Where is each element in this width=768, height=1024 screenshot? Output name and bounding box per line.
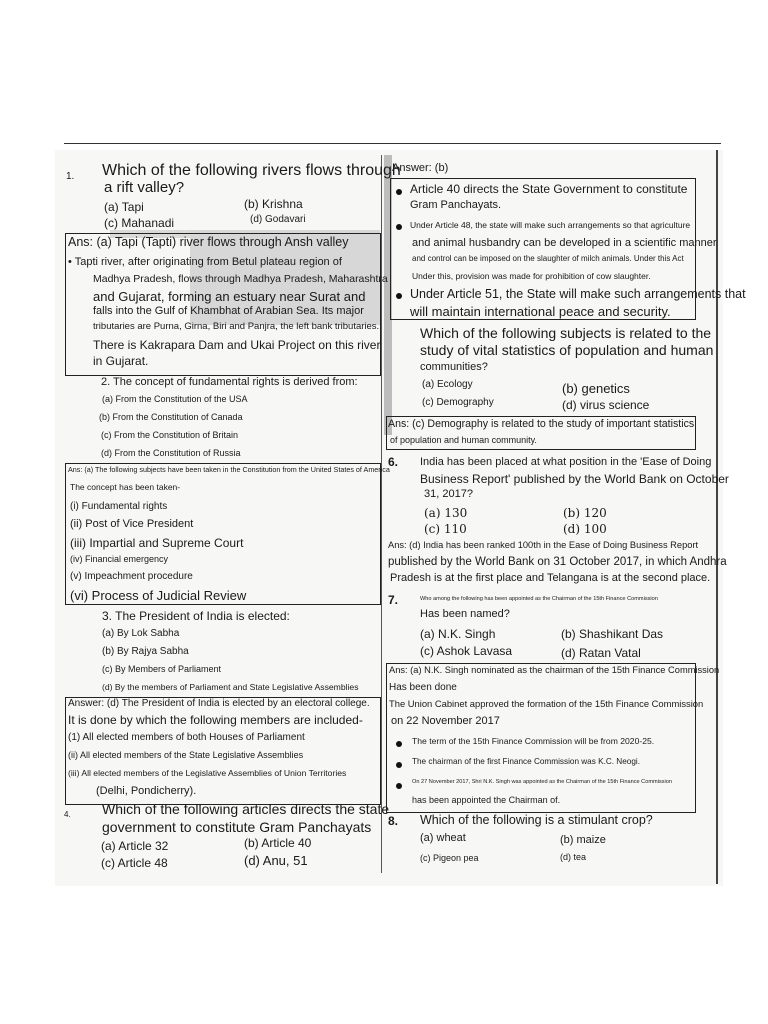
q7-answer: Ans: (a) N.K. Singh nominated as the chairman of the 15th Finance Commission	[389, 665, 720, 675]
q6-option-c: (c) 110	[424, 522, 467, 536]
column-divider	[381, 155, 382, 873]
q7-question-cont: Has been named?	[420, 608, 510, 620]
q4-answer-line: Under this, provision was made for prohibition of cow slaughter.	[412, 271, 651, 281]
q4-answer-line: Under Article 48, the state will make such arrangements so that agriculture	[410, 220, 691, 230]
q4-option-b: (b) Article 40	[244, 836, 312, 850]
q4-answer-label: Answer: (b)	[392, 162, 449, 174]
q2-answer-title: Ans: (a) The following subjects have been taken in the Constitution from the United States of America	[68, 465, 390, 474]
q1-option-d: (d) Godavari	[250, 214, 306, 225]
q7-answer-bullet: The chairman of the first Finance Commission was K.C. Neogi.	[412, 757, 640, 766]
q7-option-a: (a) N.K. Singh	[420, 627, 496, 641]
q2-list-item: (ii) Post of Vice President	[70, 518, 194, 530]
q2-option-b: (b) From the Constitution of Canada	[99, 412, 243, 422]
q4-question-cont: government to constitute Gram Panchayats	[102, 819, 372, 835]
q5-answer-cont: of population and human community.	[390, 435, 537, 445]
bullet-icon	[396, 293, 402, 299]
q7-answer-cont: Has been done	[389, 682, 457, 693]
q8-option-b: (b) maize	[560, 834, 606, 846]
q3-answer-line: It is done by which the following members are included-	[68, 713, 363, 727]
q8-question: Which of the following is a stimulant crop?	[420, 813, 653, 827]
bullet-icon	[396, 741, 402, 747]
q1-answer-line: tributaries are Purna, Girna, Biri and Panjra, the left bank tributaries.	[93, 321, 380, 332]
q7-option-d: (d) Ratan Vatal	[561, 646, 641, 660]
question-number: 1.	[66, 171, 75, 182]
q4-option-d: (d) Anu, 51	[244, 853, 308, 868]
q3-answer-line: (iii) All elected members of the Legislative Assemblies of Union Territories	[68, 768, 347, 778]
q7-answer-bullet: On 27 November 2017, Shri N.K. Singh was appointed as the Chairman of the 15th Finance Commission	[412, 779, 672, 785]
q4-answer-bullet: Under Article 51, the State will make such arrangements that	[410, 287, 746, 301]
q5-question-cont: communities?	[420, 361, 488, 373]
q2-list-item: (iii) Impartial and Supreme Court	[70, 536, 244, 550]
q2-list-item: (i) Fundamental rights	[70, 501, 168, 512]
q3-option-d: (d) By the members of Parliament and State Legislative Assemblies	[102, 682, 359, 692]
q6-question: India has been placed at what position in the 'Ease of Doing	[420, 456, 712, 468]
q1-answer-line: and Gujarat, forming an estuary near Surat and	[93, 289, 366, 304]
q5-question: Which of the following subjects is related to the	[420, 325, 712, 341]
q7-question: Who among the following has been appointed as the Chairman of the 15th Finance Commission	[420, 596, 658, 602]
q7-option-b: (b) Shashikant Das	[561, 627, 664, 641]
page-right-edge	[716, 150, 718, 884]
q4-answer-bullet-cont: Gram Panchayats.	[410, 199, 502, 211]
q5-option-a: (a) Ecology	[422, 379, 473, 390]
q7-answer-bullet: The term of the 15th Finance Commission will be from 2020-25.	[412, 736, 655, 746]
q3-question: 3. The President of India is elected:	[102, 609, 290, 623]
q1-option-a: (a) Tapi	[104, 200, 144, 214]
q1-answer-title: Ans: (a) Tapi (Tapti) river flows through Ansh valley	[68, 235, 349, 249]
q5-answer: Ans: (c) Demography is related to the study of important statistics	[388, 418, 695, 430]
q2-list-item: (v) Impeachment procedure	[70, 571, 193, 582]
q4-answer-line: and control can be imposed on the slaughter of milch animals. Under this Act	[412, 254, 684, 263]
q2-list-item: (vi) Process of Judicial Review	[70, 588, 247, 603]
q1-question-cont: a rift valley?	[104, 179, 185, 196]
q6-option-b: (b) 120	[563, 506, 607, 520]
q6-question-cont: 31, 2017?	[424, 488, 473, 500]
question-number: 6.	[388, 455, 399, 469]
q1-answer-line: falls into the Gulf of Khambhat of Arabian Sea. Its major	[93, 305, 364, 317]
q2-question: 2. The concept of fundamental rights is derived from:	[101, 376, 358, 388]
q6-option-d: (d) 100	[563, 522, 607, 536]
q5-option-b: (b) genetics	[562, 381, 630, 396]
q1-option-b: (b) Krishna	[244, 197, 303, 211]
bullet-icon	[396, 762, 402, 768]
bullet-icon	[396, 224, 402, 230]
q3-option-c: (c) By Members of Parliament	[102, 664, 222, 674]
bullet-icon	[396, 783, 402, 789]
q6-answer-cont: Pradesh is at the first place and Telangana is at the second place.	[390, 572, 711, 584]
q3-answer-line: Answer: (d) The President of India is elected by an electoral college.	[68, 698, 370, 709]
q1-question: Which of the following rivers flows through	[102, 162, 401, 179]
q3-option-b: (b) By Rajya Sabha	[102, 646, 189, 657]
q1-answer-line: • Tapti river, after originating from Betul plateau region of	[68, 256, 342, 268]
q1-option-c: (c) Mahanadi	[104, 216, 175, 230]
q2-option-d: (d) From the Constitution of Russia	[101, 448, 241, 458]
q8-option-c: (c) Pigeon pea	[420, 853, 479, 863]
q7-answer-cont: on 22 November 2017	[391, 715, 500, 727]
q4-option-a: (a) Article 32	[101, 839, 169, 853]
q4-answer-line: and animal husbandry can be developed in a scientific manner	[412, 237, 717, 249]
q7-answer-cont: The Union Cabinet approved the formation of the 15th Finance Commission	[389, 698, 704, 709]
q4-answer-bullet: Article 40 directs the State Government to constitute	[410, 182, 688, 196]
q3-answer-line: (1) All elected members of both Houses of Parliament	[68, 732, 305, 743]
q5-question-cont: study of vital statistics of population and human	[420, 342, 714, 358]
q7-option-c: (c) Ashok Lavasa	[420, 644, 513, 658]
q1-answer-line: There is Kakrapara Dam and Ukai Project on this river	[93, 338, 381, 352]
top-scan-edge	[64, 143, 721, 144]
q6-answer: Ans: (d) India has been ranked 100th in the Ease of Doing Business Report	[388, 540, 699, 550]
q4-answer-bullet-cont: will maintain international peace and security.	[410, 304, 671, 319]
q6-answer-cont: published by the World Bank on 31 October 2017, in which Andhra	[388, 556, 727, 568]
q3-answer-line: (ii) All elected members of the State Legislative Assemblies	[68, 750, 304, 760]
q5-option-c: (c) Demography	[422, 397, 494, 408]
question-number: 7.	[388, 593, 399, 607]
question-number: 8.	[388, 814, 399, 828]
q2-answer-sub: The concept has been taken-	[70, 482, 181, 492]
q6-option-a: (a) 130	[424, 506, 468, 520]
q4-question: Which of the following articles directs the state	[102, 801, 390, 817]
question-number: 4.	[64, 810, 71, 819]
q6-question-cont: Business Report' published by the World Bank on October	[420, 472, 729, 486]
q2-list-item: (iv) Financial emergency	[70, 554, 169, 564]
q1-answer-line: Madhya Pradesh, flows through Madhya Pradesh, Maharashtra	[93, 273, 388, 285]
q2-option-c: (c) From the Constitution of Britain	[101, 430, 239, 440]
q8-option-d: (d) tea	[560, 852, 587, 862]
q8-option-a: (a) wheat	[420, 832, 466, 844]
q1-answer-line: in Gujarat.	[93, 354, 149, 368]
q5-option-d: (d) virus science	[562, 398, 650, 412]
q3-answer-line: (Delhi, Pondicherry).	[96, 785, 197, 797]
q3-option-a: (a) By Lok Sabha	[102, 628, 180, 639]
q7-answer-bullet-cont: has been appointed the Chairman of.	[412, 795, 561, 805]
q2-option-a: (a) From the Constitution of the USA	[102, 394, 248, 404]
bullet-icon	[396, 189, 402, 195]
q4-option-c: (c) Article 48	[101, 856, 168, 870]
